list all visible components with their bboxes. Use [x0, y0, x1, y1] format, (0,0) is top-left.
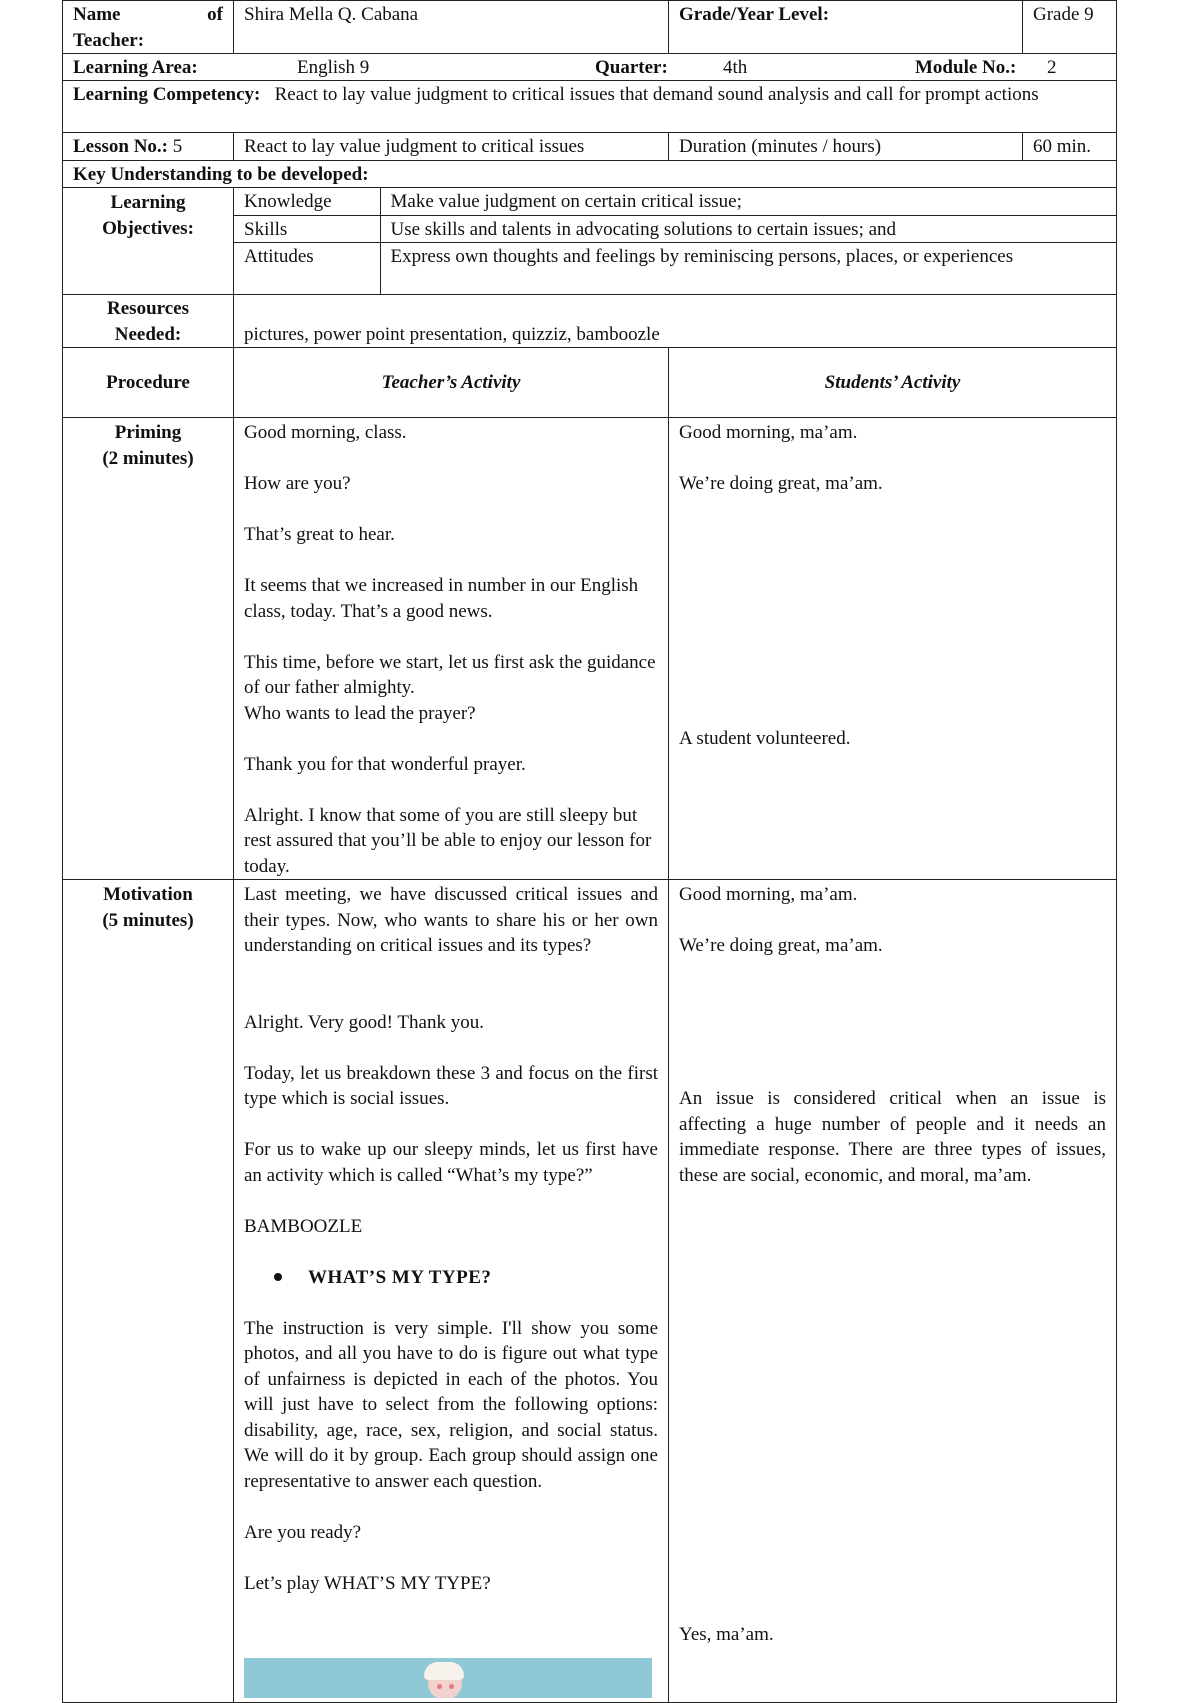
teacher-line: It seems that we increased in number in our English class, today. That’s a good news. [244, 575, 639, 622]
student-line: We’re doing great, ma’am. [679, 473, 883, 494]
lesson-label: Lesson No.: [73, 136, 169, 157]
cartoon-cheek [449, 1684, 454, 1689]
cartoon-hair [424, 1662, 464, 1680]
priming-title: Priming [114, 422, 182, 443]
teacher-line: Thank you for that wonderful prayer. [244, 753, 526, 775]
student-line: A student volunteered. [679, 728, 851, 749]
priming-duration: (2 minutes) [102, 447, 194, 469]
quarter-value: 4th [723, 57, 748, 78]
grade-value: Grade 9 [1023, 1, 1117, 54]
motivation-row [63, 880, 1117, 1703]
objective-domain: Knowledge [234, 188, 380, 215]
objectives-row [63, 188, 1117, 295]
teacher-label: Teacher: [73, 29, 145, 51]
lesson-value: 5 [172, 136, 183, 157]
area-label: Learning Area: [73, 57, 198, 78]
teacher-line: Alright. I know that some of you are still sleepy but rest assured that you’ll be able to enjoy our lesson for today. [244, 804, 652, 877]
competency-label: Learning Competency: [73, 84, 261, 105]
objective-domain: Skills [234, 215, 380, 243]
name-label-word: Name [73, 4, 121, 25]
resources-label-1: Resources [107, 298, 189, 319]
key-understanding-label: Key Understanding to be developed: [63, 160, 1117, 188]
quarter-label: Quarter: [595, 57, 668, 78]
competency-row [63, 81, 1117, 133]
student-line: Good morning, ma’am. [679, 884, 858, 905]
teacher-line: Let’s play WHAT’S MY TYPE? [244, 1572, 491, 1594]
lesson-row [63, 133, 1117, 161]
name-label-of: of [207, 4, 223, 25]
teacher-line: Alright. Very good! Thank you. [244, 1011, 484, 1033]
student-line: Good morning, ma’am. [679, 422, 858, 443]
priming-students-cell [669, 418, 1117, 880]
teacher-name: Shira Mella Q. Cabana [234, 1, 669, 54]
motivation-title: Motivation [103, 884, 193, 905]
procedure-header-row [63, 348, 1117, 418]
duration-value: 60 min. [1023, 133, 1117, 161]
grade-label: Grade/Year Level: [669, 1, 1023, 54]
name-label [73, 2, 223, 28]
area-value: English 9 [297, 57, 370, 78]
teacher-line: Good morning, class. [244, 422, 407, 443]
teacher-row [63, 1, 1117, 54]
teacher-line: This time, before we start, let us first ask the guidance of our father almighty. [244, 651, 656, 698]
objective-row [234, 188, 1116, 215]
learning-area-row [63, 54, 1117, 81]
competency-value: React to lay value judgment to critical issues that demand sound analysis and call for prompt actions [274, 84, 1039, 105]
motivation-students-cell [669, 880, 1117, 1703]
procedure-header: Procedure [63, 348, 234, 418]
activity-photo [244, 1658, 652, 1698]
objectives-label-1: Learning [110, 192, 186, 213]
bullet-icon [274, 1273, 282, 1281]
resources-label-2: Needed: [114, 323, 182, 345]
teacher-line: BAMBOOZLE [244, 1215, 363, 1237]
resources-row [63, 295, 1117, 348]
student-line: An issue is considered critical when an issue is affecting a huge number of people and it needs an immediate response. There are three types of issues, these are social, economic, and moral, ma’am. [679, 1088, 1106, 1186]
objective-row [234, 215, 1116, 243]
lesson-plan-table [62, 0, 1117, 1703]
resources-value: pictures, power point presentation, quizziz, bamboozle [234, 295, 1117, 348]
motivation-duration: (5 minutes) [102, 909, 194, 931]
objectives-label-2: Objectives: [102, 217, 194, 239]
objective-text: Make value judgment on certain critical issue; [380, 188, 1116, 215]
students-activity-header: Students’ Activity [669, 348, 1117, 418]
cartoon-cheek [437, 1684, 442, 1689]
student-line: Yes, ma’am. [679, 1623, 774, 1645]
objective-text: Use skills and talents in advocating solutions to certain issues; and [380, 215, 1116, 243]
lesson-title: React to lay value judgment to critical issues [234, 133, 669, 161]
objectives-table [234, 188, 1116, 294]
teacher-line: Who wants to lead the prayer? [244, 702, 476, 724]
duration-label: Duration (minutes / hours) [669, 133, 1023, 161]
teacher-line: Today, let us breakdown these 3 and focus on the first type which is social issues. [244, 1062, 658, 1109]
objective-row [234, 243, 1116, 295]
key-understanding-row [63, 160, 1117, 188]
priming-teacher-cell [234, 418, 669, 880]
teacher-line: For us to wake up our sleepy minds, let us first have an activity which is called “What’s my type?” [244, 1139, 658, 1186]
teacher-line: The instruction is very simple. I'll show you some photos, and all you have to do is figure out what type of unfairness is depicted in each of the photos. You will just have to select from the following options: disability, age, race, sex, religion, and social status. We will do it by group. Each group should assign one representative to answer each question. [244, 1317, 658, 1492]
teacher-line: Are you ready? [244, 1521, 362, 1543]
student-line: We’re doing great, ma’am. [679, 935, 883, 956]
teacher-line: Last meeting, we have discussed critical issues and their types. Now, who wants to share his or her own understanding on critical issues and its types? [244, 884, 658, 956]
activity-title: WHAT’S MY TYPE? [308, 1266, 492, 1288]
motivation-teacher-cell [234, 880, 669, 1703]
teacher-line: That’s great to hear. [244, 524, 395, 545]
module-value: 2 [1047, 57, 1057, 78]
teacher-line: How are you? [244, 473, 351, 494]
activity-bullet [244, 1265, 658, 1291]
teacher-activity-header: Teacher’s Activity [234, 348, 669, 418]
objective-text: Express own thoughts and feelings by reminiscing persons, places, or experiences [380, 243, 1116, 295]
priming-row [63, 418, 1117, 880]
module-label: Module No.: [915, 57, 1017, 78]
objective-domain: Attitudes [234, 243, 380, 295]
